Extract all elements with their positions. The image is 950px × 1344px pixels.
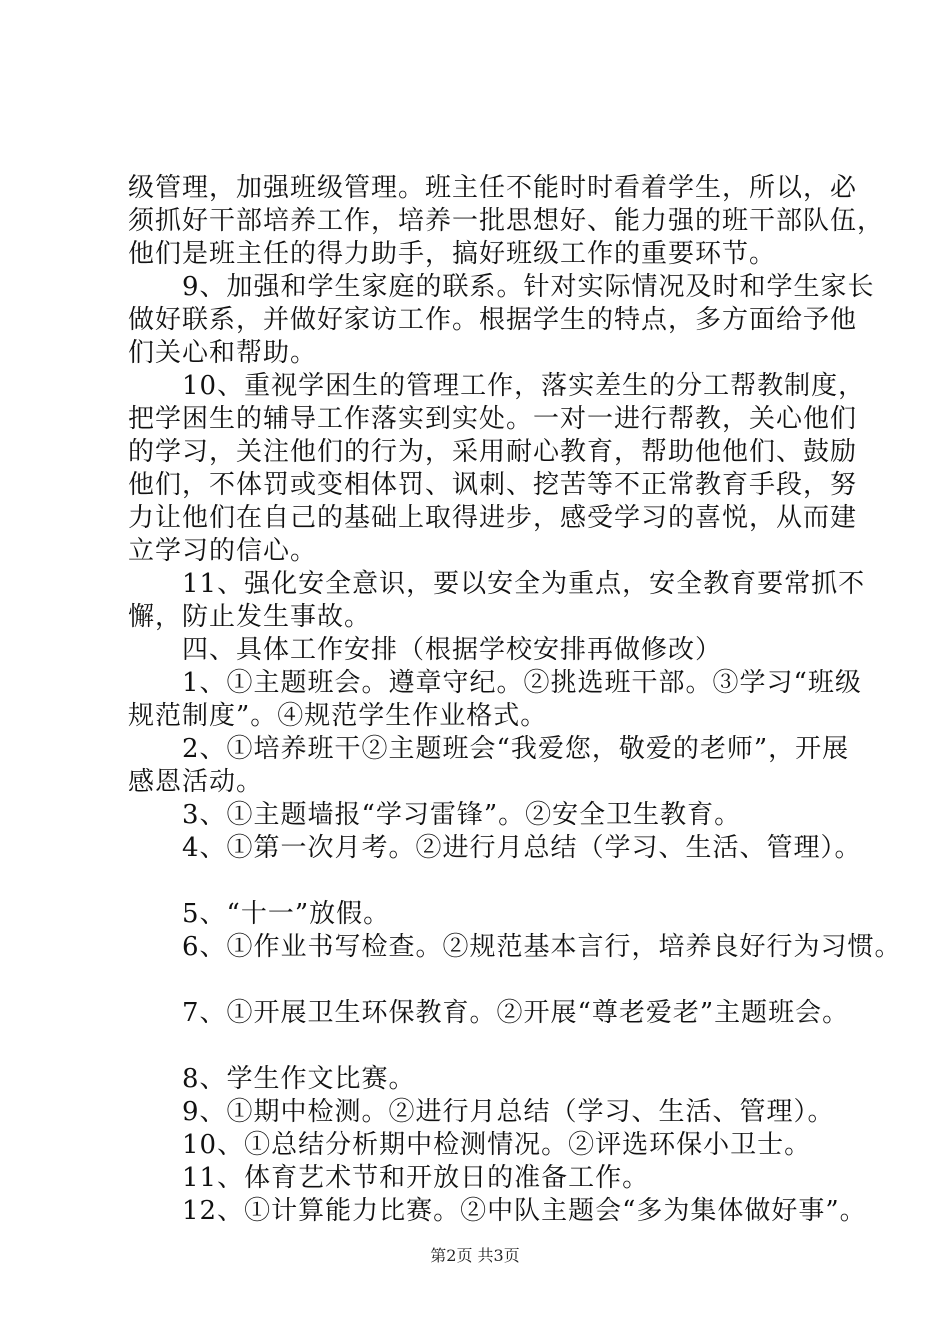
text-line: 规范制度”。④规范学生作业格式。 [128,701,548,731]
text-line: 立学习的信心。 [128,536,318,566]
text-line: 他们是班主任的得力助手，搞好班级工作的重要环节。 [128,239,777,269]
text-line: 2、①培养班干②主题班会“我爱您，敬爱的老师”，开展 [128,734,850,764]
text-line: 1、①主题班会。遵章守纪。②挑选班干部。③学习“班级 [128,668,862,698]
body-text [128,172,902,1228]
blank-line [128,865,848,898]
text-line: 8、学生作文比赛。 [128,1064,416,1094]
text-line: 10、①总结分析期中检测情况。②评选环保小卫士。 [128,1130,812,1160]
text-line: 把学困生的辅导工作落实到实处。一对一进行帮教，关心他们 [128,404,858,434]
text-line: 们关心和帮助。 [128,338,318,368]
text-line: 6、①作业书写检查。②规范基本言行，培养良好行为习惯。 [128,932,902,962]
text-line: 须抓好干部培养工作，培养一批思想好、能力强的班干部队伍， [128,206,885,236]
text-line: 9、①期中检测。②进行月总结（学习、生活、管理）。 [128,1097,835,1127]
text-line: 3、①主题墙报“学习雷锋”。②安全卫生教育。 [128,800,742,830]
text-line: 四、具体工作安排（根据学校安排再做修改） [128,635,723,665]
text-line: 4、①第一次月考。②进行月总结（学习、生活、管理）。 [128,833,862,863]
page-footer: 第2页 共3页 [430,1246,520,1265]
text-line: 12、①计算能力比赛。②中队主题会“多为集体做好事”。 [128,1196,867,1226]
blank-line [128,964,848,997]
text-line: 11、体育艺术节和开放日的准备工作。 [128,1163,650,1193]
text-line: 级管理，加强班级管理。班主任不能时时看着学生，所以，必 [128,173,858,203]
text-line: 他们，不体罚或变相体罚、讽刺、挖苦等不正常教育手段，努 [128,470,858,500]
text-line: 9、加强和学生家庭的联系。针对实际情况及时和学生家长 [128,272,875,302]
text-line: 懈，防止发生事故。 [128,602,372,632]
text-line: 感恩活动。 [128,767,264,797]
text-line: 5、“十一”放假。 [128,899,391,929]
text-line: 力让他们在自己的基础上取得进步，感受学习的喜悦，从而建 [128,503,858,533]
text-line: 10、重视学困生的管理工作，落实差生的分工帮教制度， [128,371,866,401]
blank-line [128,1030,848,1063]
text-line: 做好联系，并做好家访工作。根据学生的特点，多方面给予他 [128,305,858,335]
text-line: 的学习，关注他们的行为，采用耐心教育，帮助他他们、鼓励 [128,437,858,467]
text-line: 11、强化安全意识，要以安全为重点，安全教育要常抓不 [128,569,866,599]
text-line: 7、①开展卫生环保教育。②开展“尊老爱老”主题班会。 [128,998,850,1028]
